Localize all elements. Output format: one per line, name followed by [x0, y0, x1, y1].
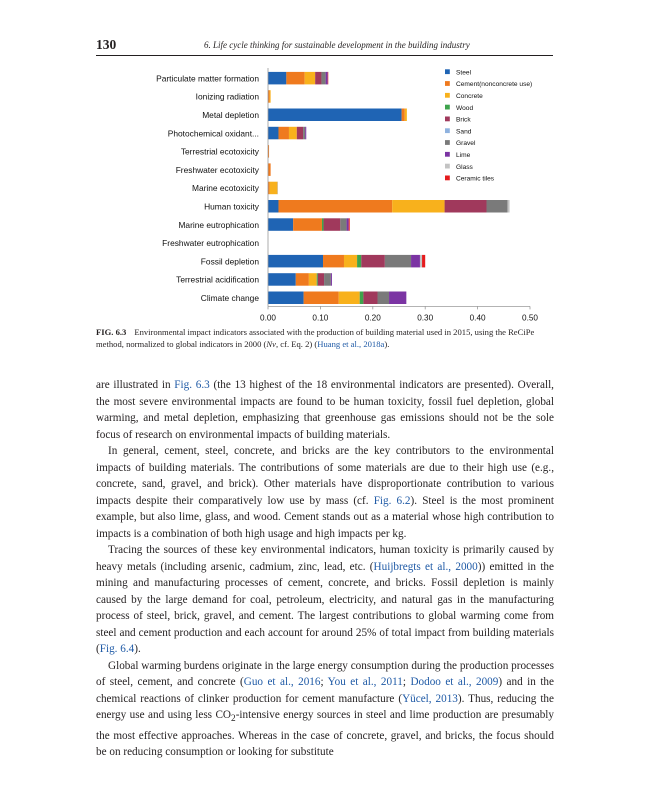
- x-axis-ticks: [260, 306, 538, 322]
- bar-segment-brick: [324, 218, 341, 231]
- bar-segment-ceramic-tiles: [422, 255, 425, 268]
- legend-swatch: [445, 176, 450, 181]
- legend-label: Sand: [456, 128, 472, 136]
- guo-citation-link[interactable]: Guo et al., 2016: [243, 676, 321, 688]
- caption-citation-link[interactable]: Huang et al., 2018a: [317, 339, 385, 349]
- legend-label: Brick: [456, 116, 471, 124]
- bar-segment-cement-nonconcrete-use-: [304, 292, 339, 305]
- legend-swatch: [445, 69, 450, 74]
- paragraph-1: [96, 377, 554, 443]
- bar-segment-steel: [268, 109, 402, 122]
- bar-segment-gravel: [324, 273, 331, 286]
- yucel-citation-link[interactable]: Yücel, 2013: [402, 692, 458, 705]
- bar-segment-lime: [347, 218, 349, 231]
- bar-segment-cement-nonconcrete-use-: [296, 273, 309, 286]
- bar-segment-brick: [297, 127, 303, 140]
- bar-segment-glass: [420, 255, 422, 268]
- paragraph-4: [96, 658, 554, 761]
- x-tick-label: 0.30: [417, 313, 434, 323]
- p2-text-a: In general, cement, steel, concrete, and bricks are the key contributors to the environmental impacts of building materials. The contributions of some materials are due to their high use (e.g., concrete, sand, gravel, and brick). Other materials have disproportionate contribution to various impacts despite their comparatively low use by mass (cf.: [96, 445, 554, 507]
- bar-segment-concrete: [392, 200, 444, 213]
- figure-label: FIG. 6.3: [96, 327, 127, 337]
- bar-segment-concrete: [270, 90, 271, 103]
- category-label: Climate change: [200, 292, 259, 303]
- legend-swatch: [445, 93, 450, 98]
- bar-segment-glass: [277, 182, 278, 195]
- legend-label: Lime: [456, 152, 471, 159]
- bar-segment-cement-nonconcrete-use-: [402, 109, 405, 122]
- x-tick-label: 0.50: [522, 313, 538, 323]
- legend-swatch: [445, 117, 450, 122]
- category-label: Fossil depletion: [200, 256, 259, 267]
- bar-segment-cement-nonconcrete-use-: [278, 200, 392, 213]
- dodoo-citation-link[interactable]: Dodoo et al., 2009: [410, 676, 499, 688]
- bar-segment-wood: [360, 292, 364, 305]
- bar-segment-concrete: [305, 72, 315, 85]
- bar-segment-steel: [268, 218, 293, 231]
- p3-text-b: )) emitted in the mining and manufacturing processes of cement, concrete, and bricks. Fossil depletion is mainly caused by the large demand for coal, petroleum, electricity, and natural gas in the manufacturing process of steel, brick, gravel, and cement. The largest contributions to global warming come from steel and cement production and each account for around 25% of total impact from building materials (: [96, 560, 554, 655]
- category-label: Marine ecotoxicity: [191, 183, 259, 194]
- x-tick-label: 0.10: [312, 313, 329, 323]
- legend-swatch: [445, 152, 450, 157]
- bar-segment-steel: [268, 127, 278, 140]
- bar-segment-ceramic-tiles: [349, 218, 350, 231]
- legend-label: Ceramic tiles: [456, 175, 495, 183]
- category-label: Photochemical oxidant...: [167, 128, 259, 139]
- bar-segment-cement-nonconcrete-use-: [293, 218, 322, 231]
- bar-segment-lime: [326, 72, 328, 85]
- bar-segment-concrete: [339, 292, 360, 305]
- bar-segment-wood: [322, 218, 324, 231]
- bar-segment-gravel: [321, 72, 325, 85]
- fig-6-4-link[interactable]: Fig. 6.4: [99, 643, 135, 655]
- p2-text-b: ). Steel is the most prominent example, but also lime, glass, and wood. Cement stands out as a material whose high contribution to impacts is a combination of both high usage and high impacts per kg.: [96, 494, 554, 540]
- figure-caption: [96, 326, 554, 350]
- p4-text-b: ) and in the chemical reactions of clinker production for cement manufacture (: [96, 676, 554, 705]
- bar-segment-lime: [305, 127, 306, 140]
- bar-segment-concrete: [270, 182, 278, 195]
- category-label: Terrestrial acidification: [176, 274, 259, 285]
- bar-segment-steel: [268, 72, 286, 85]
- paragraph-3: [96, 542, 554, 658]
- legend-swatch: [445, 164, 450, 169]
- bar-segment-lime: [389, 292, 406, 305]
- bar-segment-brick: [315, 72, 321, 85]
- bar-segment-steel: [268, 255, 323, 268]
- co2-subscript: 2: [231, 714, 236, 725]
- caption-text-1: Environmental impact indicators associated with the production of building material used in 2015, using the ReCiPe method, normalized to global indicators in 2000 (: [96, 327, 535, 349]
- legend-label: Concrete: [456, 93, 483, 100]
- bar-segment-wood: [357, 255, 361, 268]
- p4-sep-2: ;: [402, 676, 411, 688]
- legend-label: Gravel: [456, 140, 476, 148]
- bar-segment-brick: [363, 292, 377, 305]
- bar-segment-gravel: [340, 218, 346, 231]
- bar-segment-ceramic-tiles: [328, 72, 329, 85]
- bar-segment-gravel: [385, 255, 411, 268]
- bar-segment-brick: [318, 273, 324, 286]
- bar-segment-concrete: [344, 255, 357, 268]
- paragraph-2: [96, 443, 554, 542]
- caption-text-3: ).: [384, 339, 390, 349]
- legend: [445, 69, 532, 182]
- category-label: Freshwater eutrophication: [162, 238, 259, 249]
- category-label: Ionizing radiation: [195, 91, 259, 102]
- bar-segment-steel: [268, 292, 304, 305]
- running-header: [96, 36, 552, 56]
- p1-text-b: (the 13 highest of the 18 environmental indicators are presented). Overall, the most severe environmental impacts are found to be human toxicity, fossil fuel depletion, global warming, and metal depletion, emphasizing that greenhouse gas emissions should not be the sole focus of research on environmental impacts of building materials.: [96, 379, 554, 441]
- legend-swatch: [445, 140, 450, 145]
- bar-segment-cement-nonconcrete-use-: [323, 255, 344, 268]
- legend-label: Steel: [456, 69, 472, 77]
- bar-segment-concrete: [289, 127, 297, 140]
- p3-text-a: Tracing the sources of these key environmental indicators, human toxicity is primarily caused by heavy metals (including arsenic, cadmium, zinc, lead, etc. (: [96, 544, 554, 573]
- bar-segment-steel: [268, 200, 278, 213]
- page-number: 130: [96, 37, 117, 52]
- bar-segment-concrete: [309, 273, 317, 286]
- bar-segments: [268, 72, 510, 304]
- category-label: Metal depletion: [202, 109, 259, 120]
- p4-text-c: ). Thus, reducing the energy use and using less CO: [96, 692, 554, 721]
- bar-segment-concrete: [405, 109, 407, 122]
- header-rule: [96, 55, 553, 56]
- bar-segment-brick: [361, 255, 385, 268]
- legend-label: Glass: [456, 163, 473, 171]
- p3-text-c: ).: [134, 643, 141, 655]
- bar-segment-cement-nonconcrete-use-: [286, 72, 304, 85]
- bar-segment-cement-nonconcrete-use-: [278, 127, 288, 140]
- bar-segment-gravel: [487, 200, 508, 213]
- bar-segment-lime: [331, 273, 332, 286]
- x-tick-label: 0.40: [469, 313, 486, 323]
- huijbregts-citation-link[interactable]: Huijbregts et al., 2000: [373, 560, 478, 573]
- stacked-bar-chart: [96, 58, 556, 324]
- body-text: [96, 377, 554, 761]
- legend-label: Wood: [456, 104, 474, 112]
- p1-text-a: are illustrated in: [96, 379, 175, 391]
- legend-swatch: [445, 81, 450, 86]
- category-label: Marine eutrophication: [178, 219, 259, 230]
- running-title: 6. Life cycle thinking for sustainable development in the building industry: [204, 40, 470, 50]
- y-axis-labels: [156, 73, 260, 303]
- p4-text-a: Global warming burdens originate in the large energy consumption during the production processes of steel, cement, and concrete (: [96, 659, 554, 688]
- fig-6-3-link[interactable]: Fig. 6.3: [174, 379, 210, 391]
- bar-segment-gravel: [378, 292, 390, 305]
- x-tick-label: 0.00: [260, 313, 276, 323]
- bar-segment-gravel: [303, 127, 305, 140]
- category-label: Particulate matter formation: [156, 73, 259, 84]
- bar-segment-brick: [445, 200, 487, 213]
- bar-segment-lime: [411, 255, 420, 268]
- caption-text-2: , cf. Eq. 2) (: [275, 339, 318, 349]
- x-tick-label: 0.20: [364, 313, 381, 323]
- bar-segment-glass: [507, 200, 509, 213]
- category-label: Freshwater ecotoxicity: [175, 164, 259, 175]
- you-citation-link[interactable]: You et al., 2011: [327, 676, 403, 688]
- bar-segment-steel: [268, 273, 296, 286]
- category-label: Human toxicity: [204, 201, 259, 212]
- legend-swatch: [445, 128, 450, 133]
- fig-6-2-link[interactable]: Fig. 6.2: [373, 494, 411, 507]
- p4-text-d: -intensive energy sources in steel and lime production are presumably the most effective approaches. Whereas in the case of concrete, gravel, and bricks, the focus should be on reducing consumption or looking for substitute: [96, 709, 555, 759]
- legend-label: Cement(nonconcrete use): [456, 81, 533, 89]
- bar-segment-wood: [317, 273, 318, 286]
- legend-swatch: [445, 105, 450, 110]
- p4-sep-1: ;: [320, 676, 328, 688]
- caption-nv: Nv: [266, 339, 276, 349]
- category-label: Terrestrial ecotoxicity: [180, 146, 259, 157]
